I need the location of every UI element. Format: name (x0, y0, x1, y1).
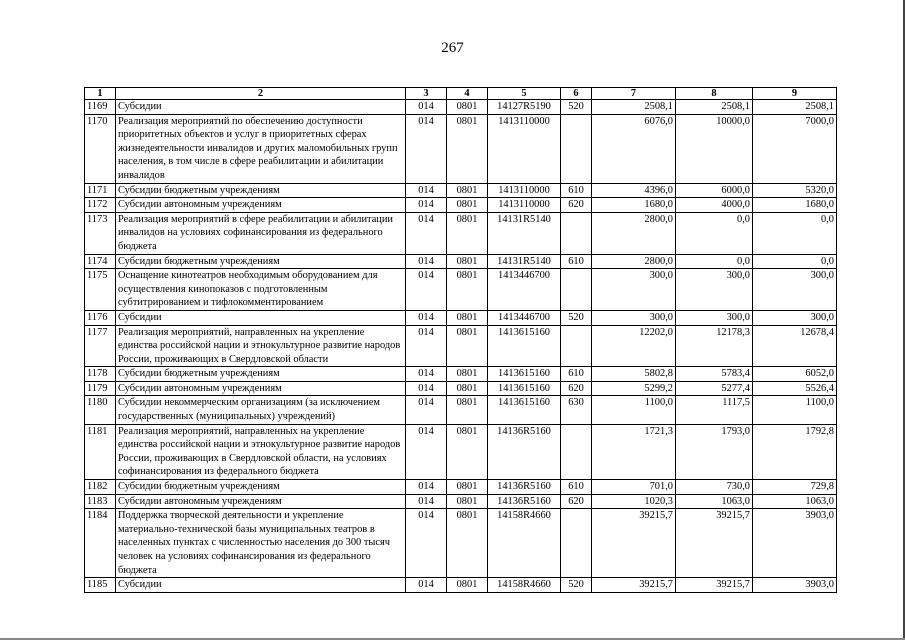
table-row (85, 396, 837, 424)
row-col3: 014 (406, 114, 447, 183)
row-name: Субсидии автономным учреждениям (116, 494, 406, 509)
row-col4: 0801 (447, 269, 488, 311)
row-amount-9: 3903,0 (753, 578, 837, 593)
row-number: 1173 (85, 212, 116, 254)
row-type (561, 509, 592, 578)
row-col3: 014 (406, 424, 447, 479)
header-col-2: 2 (116, 88, 406, 100)
row-amount-9: 300,0 (753, 269, 837, 311)
row-type (561, 269, 592, 311)
row-number: 1169 (85, 100, 116, 115)
row-name: Оснащение кинотеатров необходимым оборудованием для осуществления кинопоказов с подготовленным субтитрированием и тифлокомментированием (116, 269, 406, 311)
row-amount-7: 2800,0 (592, 212, 676, 254)
row-number: 1176 (85, 310, 116, 325)
row-code: 14131R5140 (488, 212, 561, 254)
row-amount-9: 6052,0 (753, 367, 837, 382)
row-name: Субсидии (116, 100, 406, 115)
row-code: 14158R4660 (488, 509, 561, 578)
table-header-row (85, 88, 837, 100)
row-amount-8: 1117,5 (676, 396, 753, 424)
row-type: 620 (561, 494, 592, 509)
row-name: Субсидии бюджетным учреждениям (116, 254, 406, 269)
row-amount-7: 12202,0 (592, 325, 676, 367)
row-col3: 014 (406, 198, 447, 213)
row-number: 1174 (85, 254, 116, 269)
row-amount-8: 5277,4 (676, 381, 753, 396)
row-amount-8: 2508,1 (676, 100, 753, 115)
row-code: 1413110000 (488, 183, 561, 198)
row-amount-9: 12678,4 (753, 325, 837, 367)
row-type: 520 (561, 578, 592, 593)
row-amount-8: 1793,0 (676, 424, 753, 479)
row-col3: 014 (406, 480, 447, 495)
row-amount-8: 4000,0 (676, 198, 753, 213)
table-row (85, 212, 837, 254)
row-name: Реализация мероприятий, направленных на укрепление единства российской нации и этнокультурное развитие народов России, проживающих в Свердловской области (116, 325, 406, 367)
row-code: 14136R5160 (488, 424, 561, 479)
row-code: 14127R5190 (488, 100, 561, 115)
row-amount-7: 1721,3 (592, 424, 676, 479)
row-code: 1413615160 (488, 381, 561, 396)
row-type (561, 325, 592, 367)
table-row (85, 114, 837, 183)
row-col4: 0801 (447, 367, 488, 382)
row-amount-9: 5320,0 (753, 183, 837, 198)
row-amount-7: 6076,0 (592, 114, 676, 183)
row-amount-8: 6000,0 (676, 183, 753, 198)
page-number: 267 (441, 40, 464, 56)
row-col4: 0801 (447, 212, 488, 254)
row-number: 1171 (85, 183, 116, 198)
row-col4: 0801 (447, 114, 488, 183)
row-amount-9: 300,0 (753, 310, 837, 325)
row-col3: 014 (406, 183, 447, 198)
row-type: 610 (561, 367, 592, 382)
row-code: 14136R5160 (488, 494, 561, 509)
row-col4: 0801 (447, 183, 488, 198)
table-body (85, 100, 837, 593)
row-amount-7: 1020,3 (592, 494, 676, 509)
table-row (85, 381, 837, 396)
table-row (85, 367, 837, 382)
row-name: Субсидии (116, 310, 406, 325)
row-code: 14136R5160 (488, 480, 561, 495)
row-col3: 014 (406, 325, 447, 367)
row-amount-7: 300,0 (592, 269, 676, 311)
row-amount-7: 300,0 (592, 310, 676, 325)
row-amount-9: 1063,0 (753, 494, 837, 509)
row-amount-7: 39215,7 (592, 509, 676, 578)
header-col-5: 5 (488, 88, 561, 100)
table-row (85, 198, 837, 213)
row-col4: 0801 (447, 396, 488, 424)
row-type: 610 (561, 254, 592, 269)
row-col3: 014 (406, 254, 447, 269)
row-amount-9: 1792,8 (753, 424, 837, 479)
row-name: Субсидии бюджетным учреждениям (116, 480, 406, 495)
row-amount-8: 12178,3 (676, 325, 753, 367)
row-name: Субсидии некоммерческим организациям (за исключением государственных (муниципальных) учреждений) (116, 396, 406, 424)
row-type: 620 (561, 198, 592, 213)
row-code: 1413110000 (488, 114, 561, 183)
row-col4: 0801 (447, 100, 488, 115)
table-row (85, 578, 837, 593)
row-name: Субсидии бюджетным учреждениям (116, 183, 406, 198)
row-amount-8: 39215,7 (676, 509, 753, 578)
table-row (85, 100, 837, 115)
row-amount-9: 0,0 (753, 254, 837, 269)
table-row (85, 424, 837, 479)
header-col-6: 6 (561, 88, 592, 100)
row-code: 1413446700 (488, 269, 561, 311)
row-col3: 014 (406, 494, 447, 509)
row-col3: 014 (406, 578, 447, 593)
row-name: Субсидии бюджетным учреждениям (116, 367, 406, 382)
header-col-3: 3 (406, 88, 447, 100)
row-number: 1180 (85, 396, 116, 424)
row-type: 610 (561, 480, 592, 495)
row-name: Субсидии автономным учреждениям (116, 198, 406, 213)
row-amount-9: 1680,0 (753, 198, 837, 213)
row-type: 620 (561, 381, 592, 396)
row-number: 1182 (85, 480, 116, 495)
header-col-8: 8 (676, 88, 753, 100)
row-number: 1181 (85, 424, 116, 479)
table-row (85, 494, 837, 509)
header-col-9: 9 (753, 88, 837, 100)
table-row (85, 310, 837, 325)
row-code: 1413110000 (488, 198, 561, 213)
row-amount-7: 1680,0 (592, 198, 676, 213)
row-col3: 014 (406, 212, 447, 254)
row-code: 1413615160 (488, 325, 561, 367)
row-number: 1172 (85, 198, 116, 213)
row-col4: 0801 (447, 254, 488, 269)
row-amount-8: 5783,4 (676, 367, 753, 382)
row-type: 630 (561, 396, 592, 424)
row-name: Поддержка творческой деятельности и укрепление материально-технической базы муниципальных театров в населенных пунктах с численностью населения до 300 тысяч человек на условиях софинансирования из федерального бюджета (116, 509, 406, 578)
row-amount-9: 3903,0 (753, 509, 837, 578)
row-amount-9: 2508,1 (753, 100, 837, 115)
row-amount-8: 300,0 (676, 310, 753, 325)
budget-table (84, 87, 837, 593)
row-code: 14158R4660 (488, 578, 561, 593)
row-col4: 0801 (447, 509, 488, 578)
row-col4: 0801 (447, 578, 488, 593)
row-amount-8: 300,0 (676, 269, 753, 311)
row-type: 520 (561, 310, 592, 325)
row-name: Субсидии (116, 578, 406, 593)
row-type: 610 (561, 183, 592, 198)
row-number: 1184 (85, 509, 116, 578)
row-amount-7: 5802,8 (592, 367, 676, 382)
row-type (561, 424, 592, 479)
row-amount-9: 0,0 (753, 212, 837, 254)
table-row (85, 183, 837, 198)
row-amount-9: 729,8 (753, 480, 837, 495)
row-amount-7: 1100,0 (592, 396, 676, 424)
table-row (85, 509, 837, 578)
row-amount-7: 39215,7 (592, 578, 676, 593)
row-col4: 0801 (447, 494, 488, 509)
row-col3: 014 (406, 381, 447, 396)
row-type (561, 114, 592, 183)
row-amount-9: 1100,0 (753, 396, 837, 424)
row-col3: 014 (406, 396, 447, 424)
row-amount-7: 5299,2 (592, 381, 676, 396)
row-type (561, 212, 592, 254)
row-code: 14131R5140 (488, 254, 561, 269)
row-amount-9: 7000,0 (753, 114, 837, 183)
header-col-1: 1 (85, 88, 116, 100)
row-amount-7: 4396,0 (592, 183, 676, 198)
row-amount-7: 2508,1 (592, 100, 676, 115)
table-row (85, 480, 837, 495)
row-col4: 0801 (447, 424, 488, 479)
row-col3: 014 (406, 100, 447, 115)
row-amount-8: 0,0 (676, 254, 753, 269)
row-col3: 014 (406, 269, 447, 311)
row-amount-8: 730,0 (676, 480, 753, 495)
row-col3: 014 (406, 509, 447, 578)
header-col-4: 4 (447, 88, 488, 100)
row-amount-7: 2800,0 (592, 254, 676, 269)
row-col4: 0801 (447, 480, 488, 495)
row-number: 1178 (85, 367, 116, 382)
row-name: Реализация мероприятий в сфере реабилитации и абилитации инвалидов на условиях софинансирования из федерального бюджета (116, 212, 406, 254)
row-type: 520 (561, 100, 592, 115)
row-amount-8: 0,0 (676, 212, 753, 254)
row-col4: 0801 (447, 325, 488, 367)
row-number: 1183 (85, 494, 116, 509)
row-number: 1179 (85, 381, 116, 396)
row-col3: 014 (406, 367, 447, 382)
table-row (85, 254, 837, 269)
row-col4: 0801 (447, 198, 488, 213)
row-number: 1177 (85, 325, 116, 367)
row-col4: 0801 (447, 310, 488, 325)
table-row (85, 269, 837, 311)
row-amount-8: 1063,0 (676, 494, 753, 509)
row-number: 1175 (85, 269, 116, 311)
row-amount-7: 701,0 (592, 480, 676, 495)
row-number: 1185 (85, 578, 116, 593)
row-code: 1413615160 (488, 367, 561, 382)
row-amount-8: 10000,0 (676, 114, 753, 183)
header-col-7: 7 (592, 88, 676, 100)
row-col3: 014 (406, 310, 447, 325)
row-code: 1413446700 (488, 310, 561, 325)
row-amount-8: 39215,7 (676, 578, 753, 593)
row-name: Реализация мероприятий по обеспечению доступности приоритетных объектов и услуг в приоритетных сферах жизнедеятельности инвалидов и других маломобильных групп населения, в том числе в сфере реабилитации и абилитации инвалидов (116, 114, 406, 183)
row-number: 1170 (85, 114, 116, 183)
row-code: 1413615160 (488, 396, 561, 424)
row-amount-9: 5526,4 (753, 381, 837, 396)
row-name: Реализация мероприятий, направленных на укрепление единства российской нации и этнокультурное развитие народов России, проживающих в Свердловской области, на условиях софинансирования из федерального бюджета (116, 424, 406, 479)
row-col4: 0801 (447, 381, 488, 396)
table-row (85, 325, 837, 367)
row-name: Субсидии автономным учреждениям (116, 381, 406, 396)
